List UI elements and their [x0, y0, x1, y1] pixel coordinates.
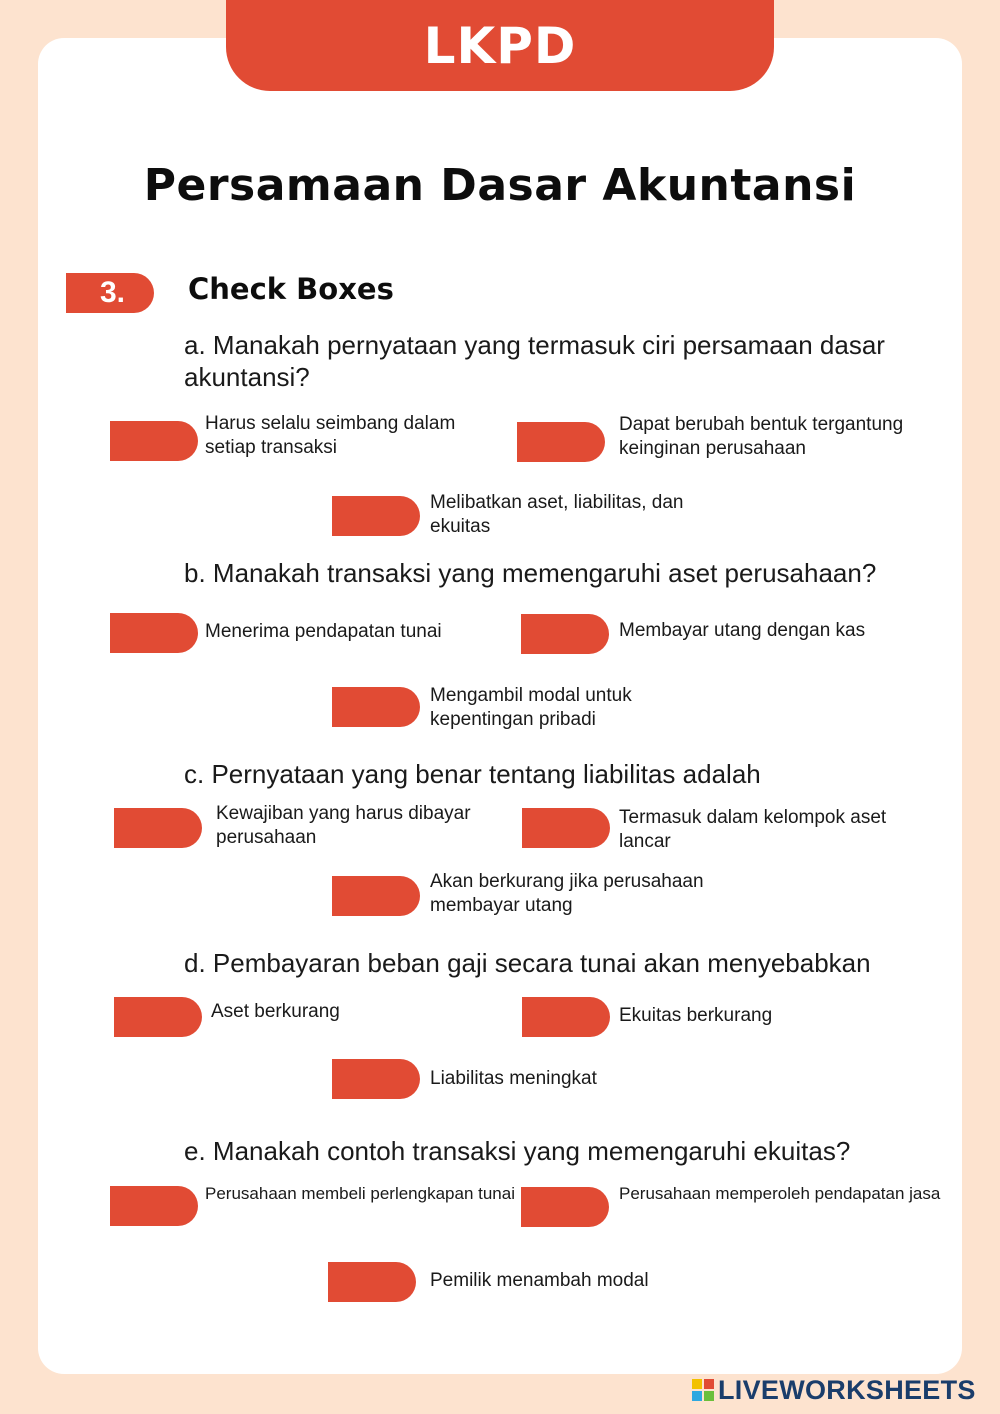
option-a3-label: Melibatkan aset, liabilitas, dan ekuitas: [430, 492, 684, 537]
option-d3-label: Liabilitas meningkat: [430, 1068, 597, 1089]
option-a2-label: Dapat berubah bentuk tergantung keinginan perusahaan: [619, 414, 904, 459]
option-e1-label: Perusahaan membeli perlengkapan tunai: [205, 1184, 515, 1203]
checkbox-d3[interactable]: [332, 1059, 420, 1099]
watermark-text: LIVEWORKSHEETS: [718, 1374, 976, 1405]
checkbox-b3[interactable]: [332, 687, 420, 727]
question-d: d. Pembayaran beban gaji secara tunai akan menyebabkan: [184, 948, 871, 978]
question-b: b. Manakah transaksi yang memengaruhi aset perusahaan?: [184, 558, 877, 588]
checkbox-b1[interactable]: [110, 613, 198, 653]
checkbox-b2[interactable]: [521, 614, 609, 654]
checkbox-c1[interactable]: [114, 808, 202, 848]
liveworksheets-watermark: [692, 1374, 976, 1406]
option-c3-label: Akan berkurang jika perusahaan membayar utang: [430, 871, 704, 916]
option-e2-label: Perusahaan memperoleh pendapatan jasa: [619, 1184, 941, 1203]
checkbox-c2[interactable]: [522, 808, 610, 848]
checkbox-c3[interactable]: [332, 876, 420, 916]
checkbox-e1[interactable]: [110, 1186, 198, 1226]
checkbox-d2[interactable]: [522, 997, 610, 1037]
option-b2-label: Membayar utang dengan kas: [619, 620, 866, 641]
checkbox-a2[interactable]: [517, 422, 605, 462]
option-d2-label: Ekuitas berkurang: [619, 1005, 773, 1026]
checkbox-a3[interactable]: [332, 496, 420, 536]
section-number-badge: 3.: [66, 273, 154, 313]
question-a: a. Manakah pernyataan yang termasuk ciri persamaan dasar akuntansi?: [184, 330, 885, 392]
lkpd-banner: LKPD: [226, 0, 774, 91]
option-c1-label: Kewajiban yang harus dibayar perusahaan: [216, 803, 471, 848]
option-b3-label: Mengambil modal untuk kepentingan pribadi: [430, 685, 632, 730]
checkbox-d1[interactable]: [114, 997, 202, 1037]
checkbox-a1[interactable]: [110, 421, 198, 461]
page-title: Persamaan Dasar Akuntansi: [143, 160, 857, 211]
checkbox-e3[interactable]: [328, 1262, 416, 1302]
question-e: e. Manakah contoh transaksi yang memengaruhi ekuitas?: [184, 1136, 851, 1166]
section-title: Check Boxes: [188, 272, 394, 306]
option-d1-label: Aset berkurang: [211, 1001, 340, 1022]
option-e3-label: Pemilik menambah modal: [430, 1270, 649, 1291]
option-a1-label: Harus selalu seimbang dalam setiap transaksi: [205, 413, 456, 458]
option-c2-label: Termasuk dalam kelompok aset lancar: [619, 807, 887, 852]
checkbox-e2[interactable]: [521, 1187, 609, 1227]
question-c: c. Pernyataan yang benar tentang liabilitas adalah: [184, 759, 761, 789]
option-b1-label: Menerima pendapatan tunai: [205, 621, 442, 642]
liveworksheets-logo-icon: [692, 1379, 714, 1401]
